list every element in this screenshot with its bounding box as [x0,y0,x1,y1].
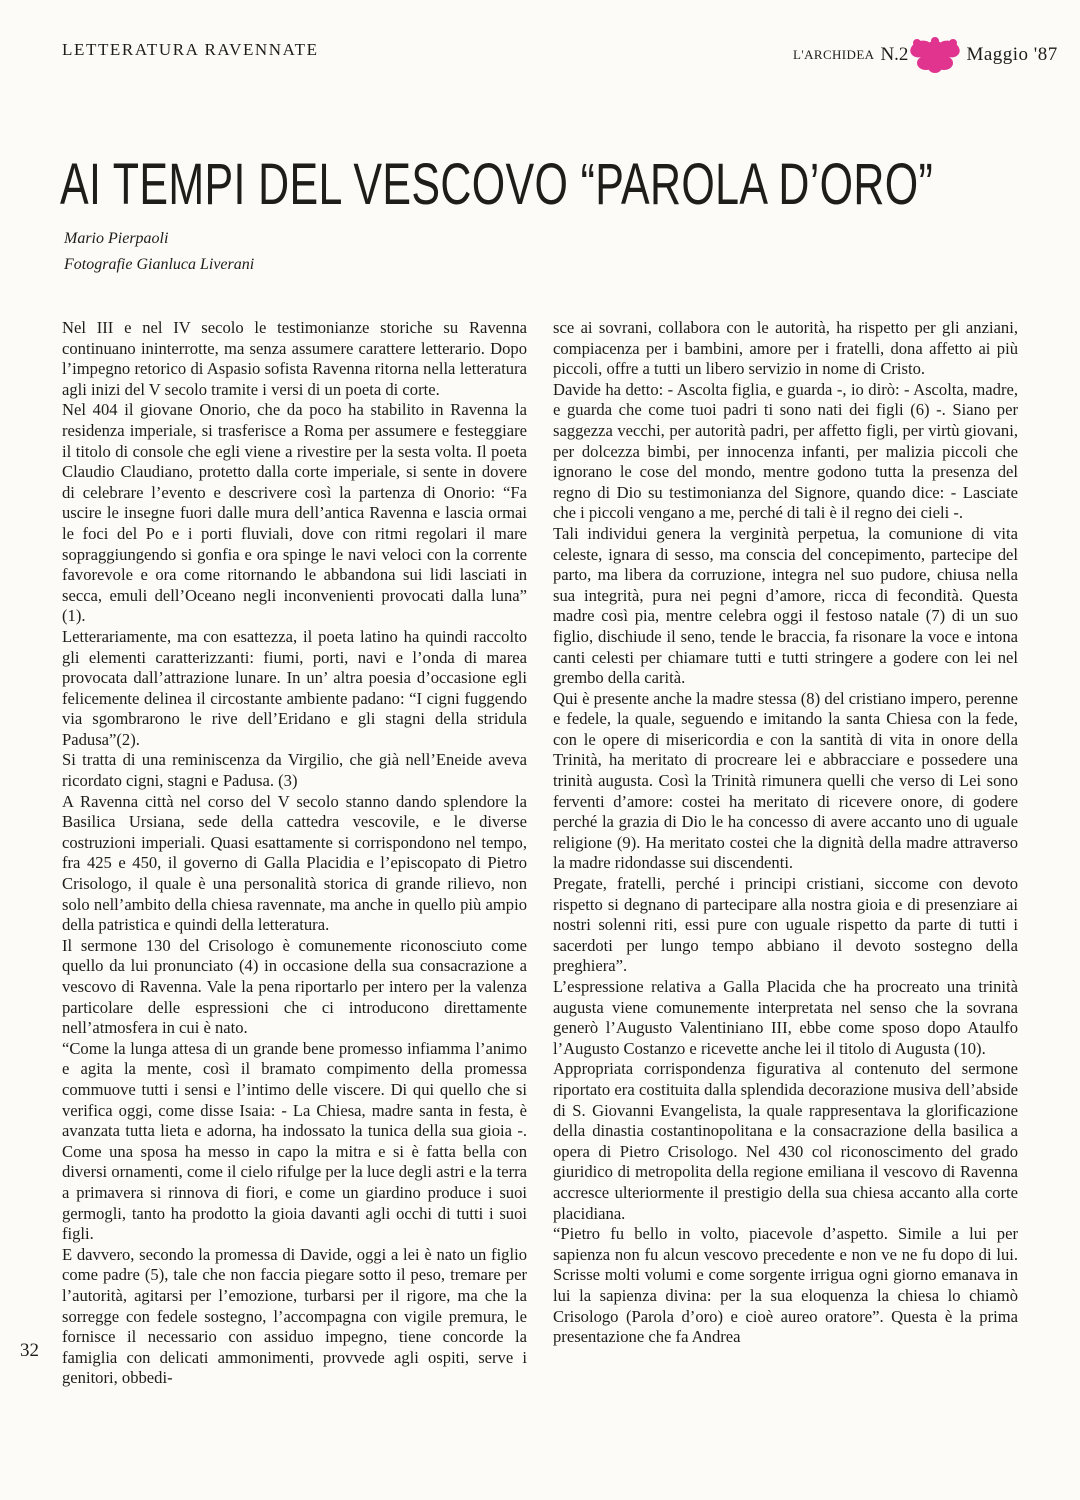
orchid-logo-icon [908,36,962,74]
masthead [793,36,1058,74]
right-column [553,318,1018,1348]
article-title: AI TEMPI DEL VESCOVO “PAROLA D’ORO” [60,152,934,217]
paragraph: “Pietro fu bello in volto, piacevole d’aspetto. Simile a lui per sapienza non fu alcun vescovo precedente e non ve ne fu dopo di lui. Scrisse molti volumi e come sorgente irrigua ogni giorno emanava in lui la sapienza divina: per la sua eloquenza la chiesa lo chiamò Crisologo (Parola d’oro) e cioè aureo oratore”. Questa è la prima presentazione che fa Andrea [553,1224,1018,1347]
left-column [62,318,527,1389]
paragraph: Appropriata corrispondenza figurativa al contenuto del sermone riportato era costituita dalla splendida decorazione musiva dell’abside di S. Giovanni Evangelista, la quale rappresentava la glorificazione della dinastia costantinopolitana e la consacrazione della basilica a opera di Pietro Crisologo. Nel 430 col riconoscimento del grado giuridico di metropolita della regione emiliana il vescovo di Ravenna accresce ulteriormente il prestigio della sua chiesa accanto alla corte placidiana. [553,1059,1018,1223]
issue-number: N.2 [880,44,909,65]
paragraph: Il sermone 130 del Crisologo è comunemente riconosciuto come quello da lui pronunciato (4) in occasione della sua consacrazione a vescovo di Ravenna. Vale la pena riportarlo per intero per la valenza particolare delle espressioni che ci introducono direttamente nell’atmosfera in cui è nato. [62,935,527,1038]
photographer-credit: Fotografie Gianluca Liverani [64,256,255,273]
paragraph: Qui è presente anche la madre stessa (8) del cristiano impero, perenne e fedele, la quale, seguendo e imitando la santa Chiesa con la fede, con le opere di misericordia e con la santità di vita in onore della Trinità, ha meritato di procreare lei e abbracciare e possedere una trinità augusta. Così la Trinità rimunera quelli che verso di Lei sono ferventi d’amore: costei ha meritato di ricevere onore, di godere perché la grazia di Dio le ha concesso di avere accanto uno di uguale religione (9). Ha meritato costei che la dignità della madre attraverso la madre ridondasse sui discendenti. [553,688,1018,873]
magazine-name: L'ARCHIDEA [793,47,875,62]
paragraph: Si tratta di una reminiscenza da Virgilio, che già nell’Eneide aveva ricordato cigni, stagni e Padusa. (3) [62,750,527,791]
paragraph: sce ai sovrani, collabora con le autorità, ha rispetto per gli anziani, compiacenza per i bambini, amore per i fratelli, dona affetto ai più piccoli, offre a tutti un libero servizio in nome di Cristo. [553,318,1018,379]
paragraph: Tali individui genera la verginità perpetua, la comunione di vita celeste, ignara di sesso, ma conscia del concepimento, partecipe del parto, ma libera da corruzione, integra nel suo pudore, chiusa nella sua integrità, pura nei pegni d’amore, ricca di fecondità. Questa madre così pia, mentre celebra oggi il festoso natale (7) di un suo figlio, dischiude il seno, tende le braccia, fa risonare la voce e intona canti celesti per chiamare tutti e tutti stringere a godere con lei nel grembo della carità. [553,523,1018,688]
paragraph: Nel 404 il giovane Onorio, che da poco ha stabilito in Ravenna la residenza imperiale, si trasferisce a Roma per assumere e festeggiare il titolo di console che egli viene a rivestire per la sesta volta. Il poeta Claudio Claudiano, protetto dalla corte imperiale, si sente in dovere di celebrare l’evento e descrivere così la partenza di Onorio: “Fa uscire le insegne fuori dalle mura dell’antica Ravenna e lascia ormai le foci del Po e i porti fluviali, dove con ritmi regolari il mare sopraggiungendo si gonfia e ora spinge le navi veloci con la corrente favorevole e ora come ritornando le abbandona sui lidi lasciati in secca, emuli dell’Oceano negli inconvenienti provocati dalla luna” (1). [62,400,527,626]
paragraph: “Come la lunga attesa di un grande bene promesso infiamma l’animo e agita la mente, così il bramato compimento della promessa commuove tutti i sensi e l’intimo delle viscere. Di qui quello che si verifica oggi, come disse Isaia: - La Chiesa, madre santa in festa, è avanzata tutta lieta e adorna, ha indossato la tunica della sua gioia -. Come una sposa ha messo in capo la mitra e si è fatta bella con diversi ornamenti, come il cielo rifulge per la luce degli astri e la terra a primavera si rinnova di fiori, e come un giardino produce i suoi germogli, tanto ha prodotto la gioia davanti agli occhi di tutti i suoi figli. [62,1038,527,1244]
paragraph: Nel III e nel IV secolo le testimonianze storiche su Ravenna continuano ininterrotte, ma senza assumere carattere letterario. Dopo l’impegno retorico di Aspasio sofista Ravenna ritorna nella letteratura agli inizi del V secolo tramite i versi di un poeta di corte. [62,318,527,399]
paragraph: Davide ha detto: - Ascolta figlia, e guarda -, io dirò: - Ascolta, madre, e guarda che come tuoi padri ti sono nati dei figli (6) -. Siano per saggezza vecchi, per autorità padri, per affetto figli, per virtù giovani, per dolcezza bimbi, per innocenza infanti, per malizia piccoli che ignorano le cose del mondo, mentre godono tutta la presenza del regno di Dio su testimonianza del Signore, quando dice: - Lasciate che i piccoli vengano a me, perché di tali è il regno dei cieli -. [553,379,1018,523]
paragraph: E davvero, secondo la promessa di Davide, oggi a lei è nato un figlio come padre (5), tale che non faccia piegare sotto il peso, tremare per l’autorità, agitarsi per l’emozione, turbarsi per il rigore, ma che la sorregge con fedele sostegno, l’accompagna con vigile premura, le fornisce il necessario con assiduo impegno, tiene concorde la famiglia con delicati ammonimenti, provvede agli ospiti, serve i genitori, obbedi- [62,1244,527,1388]
paragraph: Pregate, fratelli, perché i principi cristiani, siccome con devoto rispetto si degnano di partecipare alla nostra gioia e di presenziare ai nostri solenni riti, essi pure con uguale rispetto da parte di tutti i sacerdoti per lungo tempo abbiano il devoto sostegno della preghiera”. [553,874,1018,976]
paragraph: Letterariamente, ma con esattezza, il poeta latino ha quindi raccolto gli elementi caratterizzanti: fiumi, porti, navi e l’onda di marea provocata dall’attrazione lunare. In un’ altra poesia d’occasione egli felicemente delinea il circostante ambiente padano: “I cigni fuggendo via sgombrarono le rive dell’Eridano e gli stagni della stridula Padusa”(2). [62,626,527,749]
author-byline: Mario Pierpaoli [64,230,169,247]
section-header: LETTERATURA RAVENNATE [62,40,319,59]
paragraph: A Ravenna città nel corso del V secolo stanno dando splendore la Basilica Ursiana, sede della cattedra vescovile, e le diverse costruzioni imperiali. Quasi esattamente si corrispondono nel tempo, fra 425 e 450, il governo di Galla Placidia e l’episcopato di Pietro Crisologo, il quale è una personalità storica di grande rilievo, non solo nell’ambito della chiesa ravennate, ma anche in quello più ampio della patristica e quindi della letteratura. [62,791,527,935]
paragraph: L’espressione relativa a Galla Placida che ha procreato una trinità augusta viene comunemente interpretata nel senso che la sovrana generò l’Augusto Valentiniano III, ebbe come sposo dopo Ataulfo l’Augusto Costanzo e ricevette anche lei il titolo di Augusta (10). [553,977,1018,1058]
issue-date: Maggio '87 [966,44,1058,65]
page-number: 32 [20,1340,39,1361]
